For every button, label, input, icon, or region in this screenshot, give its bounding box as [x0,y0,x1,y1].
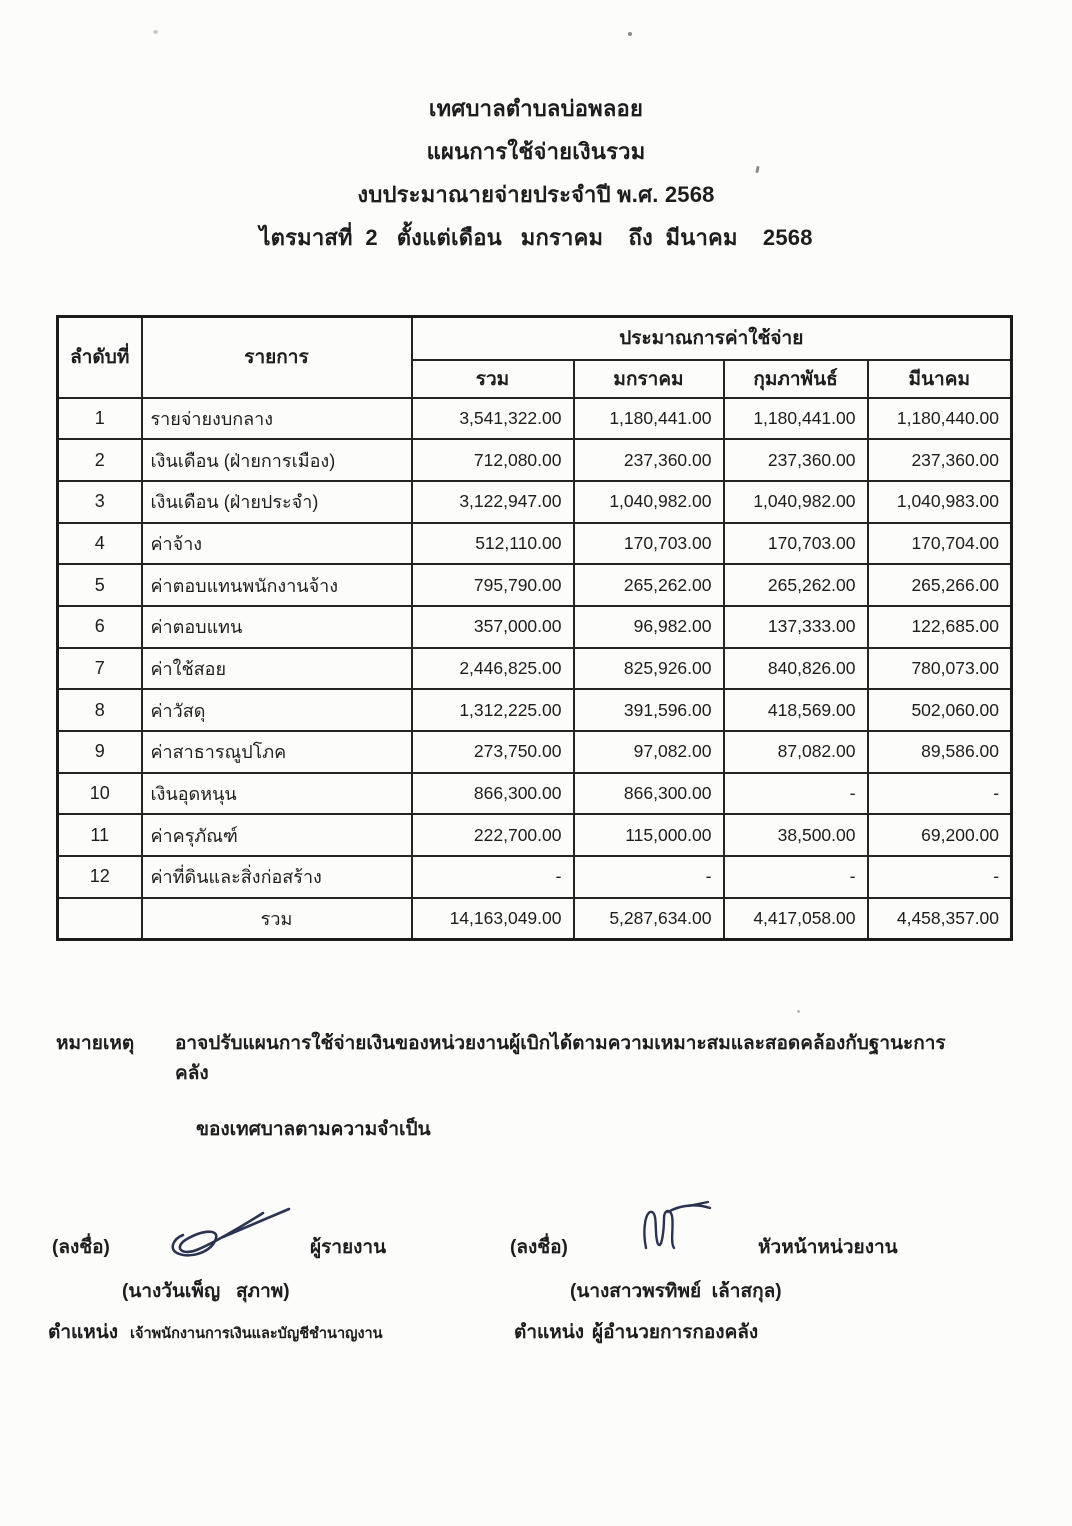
row-feb: 265,262.00 [724,564,868,606]
row-jan: 866,300.00 [574,773,724,815]
row-feb: 1,040,982.00 [724,481,868,523]
header-expense-group: ประมาณการค่าใช้จ่าย [412,317,1012,360]
header-february: กุมภาพันธ์ [724,360,868,398]
total-row-label: รวม [142,898,412,940]
row-no: 11 [58,814,142,856]
total-row-feb: 4,417,058.00 [724,898,868,940]
row-feb: 87,082.00 [724,731,868,773]
row-jan: 170,703.00 [574,523,724,565]
scan-speck [153,30,158,34]
row-jan: 1,180,441.00 [574,398,724,440]
budget-table-header [58,317,1012,398]
row-total: 3,122,947.00 [412,481,574,523]
total-row-jan: 5,287,634.00 [574,898,724,940]
row-total: - [412,856,574,898]
table-row [58,564,1012,606]
row-jan: - [574,856,724,898]
row-item: ค่าที่ดินและสิ่งก่อสร้าง [142,856,412,898]
reporter-signature [163,1203,303,1265]
row-mar: 89,586.00 [868,731,1012,773]
table-total-row [58,898,1012,940]
row-total: 1,312,225.00 [412,689,574,731]
row-mar: 1,180,440.00 [868,398,1012,440]
row-mar: - [868,773,1012,815]
header-january: มกราคม [574,360,724,398]
row-no: 12 [58,856,142,898]
total-row-empty [58,898,142,940]
row-total: 3,541,322.00 [412,398,574,440]
row-mar: - [868,856,1012,898]
row-total: 712,080.00 [412,439,574,481]
row-item: เงินเดือน (ฝ่ายการเมือง) [142,439,412,481]
row-no: 7 [58,648,142,690]
row-item: ค่าตอบแทน [142,606,412,648]
budget-table [56,315,1013,941]
row-no: 3 [58,481,142,523]
row-total: 866,300.00 [412,773,574,815]
row-no: 1 [58,398,142,440]
budget-year-title: งบประมาณายจ่ายประจำปี พ.ศ. 2568 [357,182,715,207]
row-jan: 825,926.00 [574,648,724,690]
table-row [58,523,1012,565]
right-role-label: หัวหน้าหน่วยงาน [758,1237,898,1258]
note-label: หมายเหตุ [56,1033,135,1054]
row-feb: 137,333.00 [724,606,868,648]
row-jan: 97,082.00 [574,731,724,773]
row-item: ค่าครุภัณฑ์ [142,814,412,856]
row-feb: 38,500.00 [724,814,868,856]
row-mar: 170,704.00 [868,523,1012,565]
left-position-label: ตำแหน่ง [48,1322,119,1343]
table-row [58,689,1012,731]
row-total: 512,110.00 [412,523,574,565]
row-no: 4 [58,523,142,565]
right-position-label: ตำแหน่ง [514,1322,585,1343]
row-item: ค่าจ้าง [142,523,412,565]
row-jan: 1,040,982.00 [574,481,724,523]
row-no: 2 [58,439,142,481]
plan-title: แผนการใช้จ่ายเงินรวม [426,139,646,164]
row-total: 357,000.00 [412,606,574,648]
row-mar: 502,060.00 [868,689,1012,731]
row-feb: 237,360.00 [724,439,868,481]
row-jan: 265,262.00 [574,564,724,606]
row-feb: - [724,773,868,815]
note-text-line2: ของเทศบาลตามความจำเป็น [196,1119,431,1140]
row-item: รายจ่ายงบกลาง [142,398,412,440]
scan-speck [797,1010,800,1013]
row-jan: 391,596.00 [574,689,724,731]
table-row [58,856,1012,898]
right-position-title: ผู้อำนวยการกองคลัง [592,1322,759,1343]
row-no: 9 [58,731,142,773]
row-jan: 237,360.00 [574,439,724,481]
row-total: 273,750.00 [412,731,574,773]
table-row [58,398,1012,440]
table-row [58,731,1012,773]
right-sign-label: (ลงชื่อ) [510,1237,568,1258]
row-total: 795,790.00 [412,564,574,606]
row-no: 8 [58,689,142,731]
note-section [56,1028,976,1144]
row-item: ค่าวัสดุ [142,689,412,731]
table-row [58,439,1012,481]
row-feb: - [724,856,868,898]
left-signer-name: (นางวันเพ็ญ สุภาพ) [122,1281,290,1302]
head-signature [632,1198,724,1256]
table-row [58,814,1012,856]
header-item: รายการ [142,317,412,398]
row-feb: 840,826.00 [724,648,868,690]
row-mar: 1,040,983.00 [868,481,1012,523]
row-feb: 1,180,441.00 [724,398,868,440]
table-row [58,606,1012,648]
table-row [58,773,1012,815]
row-mar: 122,685.00 [868,606,1012,648]
table-row [58,648,1012,690]
municipality-title: เทศบาลตำบลบ่อพลอย [428,96,644,121]
row-item: เงินเดือน (ฝ่ายประจำ) [142,481,412,523]
total-row-total: 14,163,049.00 [412,898,574,940]
header-total: รวม [412,360,574,398]
row-mar: 780,073.00 [868,648,1012,690]
row-mar: 237,360.00 [868,439,1012,481]
row-jan: 96,982.00 [574,606,724,648]
row-no: 10 [58,773,142,815]
row-feb: 170,703.00 [724,523,868,565]
left-sign-label: (ลงชื่อ) [52,1237,110,1258]
row-mar: 265,266.00 [868,564,1012,606]
header-no: ลำดับที่ [58,317,142,398]
note-text-line1: อาจปรับแผนการใช้จ่ายเงินของหน่วยงานผู้เบิกได้ตามความเหมาะสมและสอดคล้องกับฐานะการคลัง [175,1033,946,1084]
row-feb: 418,569.00 [724,689,868,731]
row-total: 2,446,825.00 [412,648,574,690]
row-total: 222,700.00 [412,814,574,856]
row-mar: 69,200.00 [868,814,1012,856]
row-item: ค่าสาธารณูปโภค [142,731,412,773]
row-item: ค่าใช้สอย [142,648,412,690]
row-item: เงินอุดหนุน [142,773,412,815]
scan-speck [628,32,632,36]
row-no: 5 [58,564,142,606]
document-header [0,98,1072,270]
right-signer-name: (นางสาวพรทิพย์ เล้าสกุล) [570,1281,782,1302]
row-no: 6 [58,606,142,648]
left-position-title: เจ้าพนักงานการเงินและบัญชีชำนาญงาน [130,1326,383,1342]
left-role-label: ผู้รายงาน [310,1237,387,1258]
quarter-period-title: ไตรมาสที่ 2 ตั้งแต่เดือน มกราคม ถึง มีนาคม 2568 [259,225,813,250]
row-item: ค่าตอบแทนพนักงานจ้าง [142,564,412,606]
table-row [58,481,1012,523]
header-march: มีนาคม [868,360,1012,398]
row-jan: 115,000.00 [574,814,724,856]
total-row-mar: 4,458,357.00 [868,898,1012,940]
